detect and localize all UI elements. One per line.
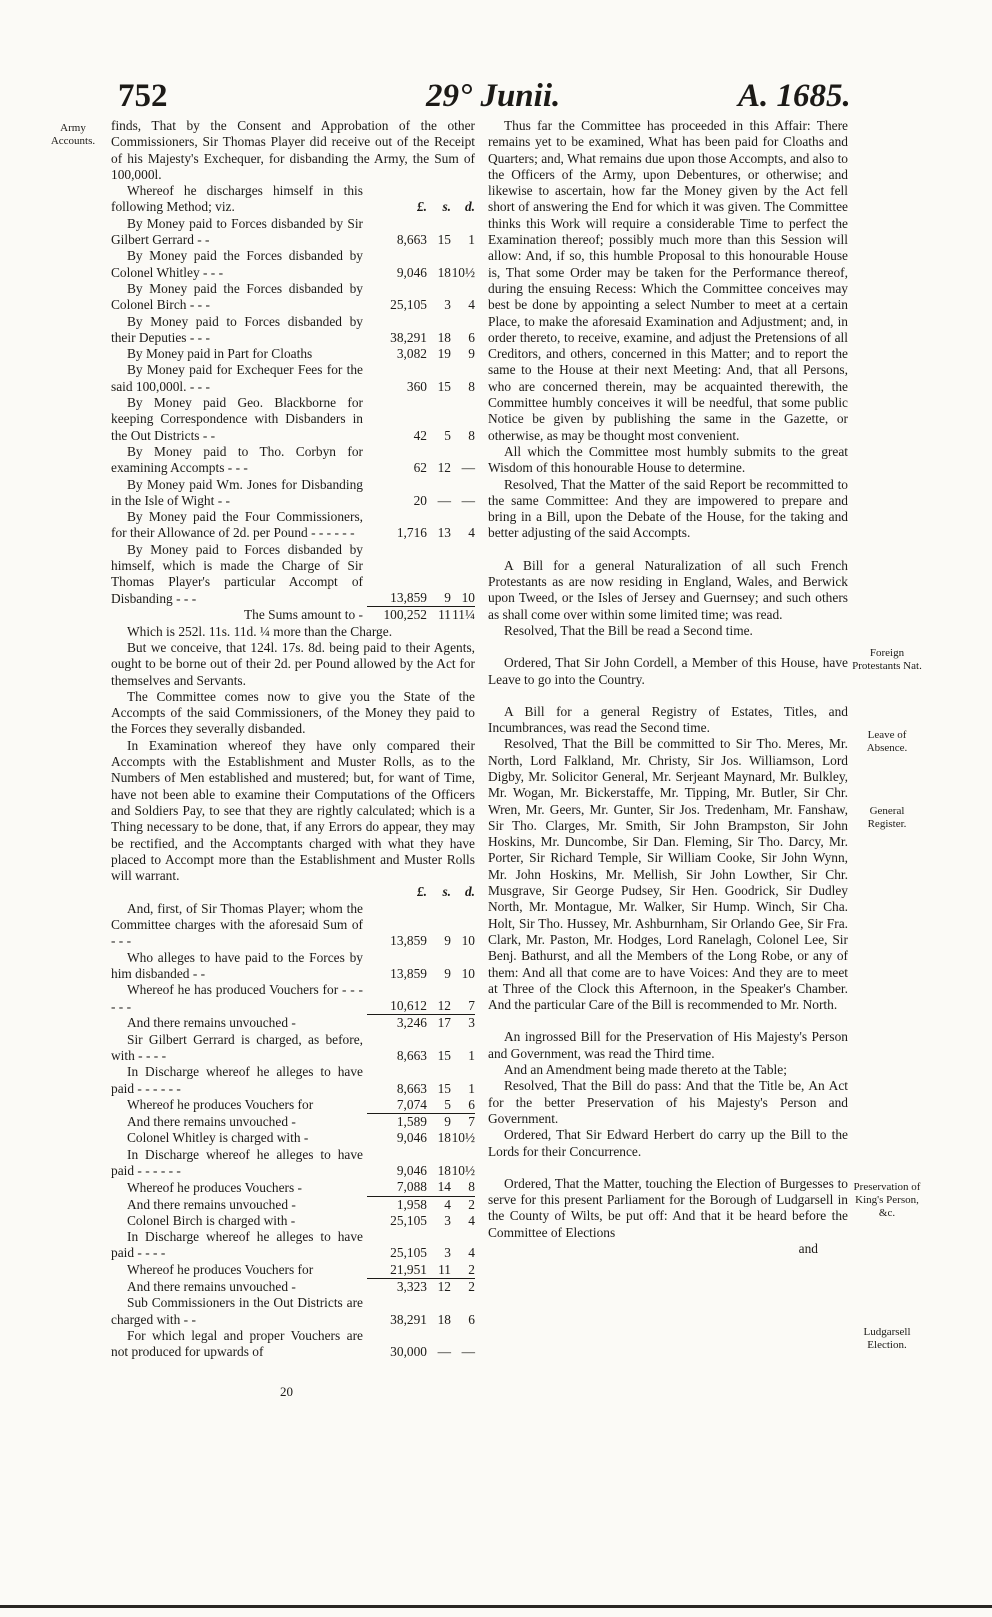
discharge-item-pence: 1 [468, 232, 475, 248]
discharge-item-row [111, 395, 475, 444]
charge-item-row [111, 1295, 475, 1328]
charge-item-description: Whereof he produces Vouchers for [127, 1097, 314, 1113]
discharge-item-description: By Money paid in Part for Cloaths [127, 346, 313, 362]
charge-item-description: Sub Commissioners in the Out Districts are charged with - - [111, 1295, 363, 1327]
charge-item-pounds: 3,323 [396, 1279, 427, 1295]
discharge-item-row [111, 216, 475, 249]
discharge-item-pounds: 360 [406, 378, 427, 394]
charge-item-row [111, 1064, 475, 1097]
discharge-item-description: By Money paid to Tho. Corbyn for examining Accompts - - - [111, 443, 363, 476]
discharge-item-row [111, 314, 475, 347]
right-column [488, 118, 848, 1257]
discharge-item-shillings: 19 [437, 346, 451, 362]
para-state: The Committee comes now to give you the State of the Accompts of the said Commissioners, of the Money they paid to the Forces they severally disbanded. [111, 688, 475, 737]
charge-item-description: Colonel Birch is charged with - [127, 1212, 296, 1228]
charge-item-pence: 2 [468, 1196, 475, 1212]
charge-item-description: In Discharge whereof he alleges to have paid - - - - [111, 1229, 363, 1261]
charge-item-description: And, first, of Sir Thomas Player; whom the Committee charges with the aforesaid Sum of - - - [111, 900, 363, 949]
ordered-leave: Ordered, That Sir John Cordell, a Member of this House, have Leave to go into the Country. [488, 655, 848, 687]
charge-item-description: And there remains unvouched - [127, 1015, 296, 1031]
discharge-item-description: By Money paid the Forces disbanded by Colonel Birch - - - [111, 280, 363, 313]
charge-item-row [111, 1213, 475, 1229]
charge-item-pounds: 25,105 [390, 1212, 427, 1228]
discharge-item-pounds: 62 [413, 460, 427, 476]
discharge-item-shillings: 18 [437, 264, 451, 280]
charge-item-pounds: 8,663 [396, 1047, 427, 1063]
charge-item-pounds: 9,046 [396, 1130, 427, 1146]
charge-item-pounds: 1,958 [396, 1196, 427, 1212]
discharge-item-pounds: 20 [413, 492, 427, 508]
charge-item-pounds: 38,291 [390, 1311, 427, 1327]
margin-note-army-accounts: Army Accounts. [50, 122, 96, 147]
charge-item-shillings: 3 [444, 1245, 451, 1261]
discharge-item-row [111, 444, 475, 477]
discharge-item-pounds: 9,046 [396, 264, 427, 280]
charge-item-row [111, 1196, 475, 1213]
charge-item-description: And there remains unvouched - [127, 1114, 296, 1130]
charge-item-row [111, 1279, 475, 1296]
charge-item-description: In Discharge whereof he alleges to have paid - - - - - - [111, 1146, 363, 1178]
charge-item-pounds: 13,859 [390, 933, 427, 949]
sums-label: The Sums amount to - [243, 607, 363, 623]
discharge-item-shillings: 9 [444, 590, 451, 606]
charge-item-description: And there remains unvouched - [127, 1279, 296, 1295]
discharge-item-shillings: 15 [437, 232, 451, 248]
col2-shillings-label: s. [442, 884, 451, 900]
charge-item-pence: 10 [461, 965, 475, 981]
discharge-item-shillings: 3 [444, 297, 451, 313]
discharge-item-row [111, 248, 475, 281]
charge-item-description: Whereof he has produced Vouchers for - - - - - - [111, 982, 363, 1014]
charge-item-pence: 2 [468, 1279, 475, 1295]
ledger-header-row [111, 183, 475, 216]
discharge-item-pounds: 3,082 [396, 346, 427, 362]
charge-item-row [111, 1229, 475, 1262]
charge-item-pence: 3 [468, 1015, 475, 1031]
discharge-item-pounds: 38,291 [390, 329, 427, 345]
sums-row [111, 607, 475, 624]
margin-note-general-register: General Register. [867, 805, 907, 830]
charge-item-shillings: 3 [444, 1212, 451, 1228]
discharge-item-description: By Money paid the Forces disbanded by Colonel Whitley - - - [111, 248, 363, 280]
charge-item-description: Colonel Whitley is charged with - [127, 1130, 309, 1146]
discharge-item-pence: 4 [468, 297, 475, 313]
charge-item-pounds: 7,088 [367, 1179, 427, 1196]
ludgarsell-order: Ordered, That the Matter, touching the Election of Burgesses to serve for this present Parliament for the Borough of Ludgarsell in the County of Wilts, be put off: And that it be heard before the Committee of Elections [488, 1175, 848, 1240]
discharge-item-row [111, 281, 475, 314]
report-submission: All which the Committee most humbly submits to the great Wisdom of this honourable House to determine. [488, 443, 848, 476]
charge-item-description: Who alleges to have paid to the Forces by him disbanded - - [111, 949, 363, 981]
discharge-item-pence: 8 [468, 427, 475, 443]
charge-item-row [111, 1097, 475, 1114]
naturalization-bill: A Bill for a general Naturalization of all such French Protestants as are now residing in England, Wales, and Berwick upon Tweed, or the Isles of Jersey and Guernsey; and such others as shall come over within some limited time; was read. [488, 557, 848, 622]
charge-item-pounds: 10,612 [367, 982, 427, 1015]
page-date: 29° Junii. [426, 78, 561, 114]
charge-item-pounds: 30,000 [390, 1344, 427, 1360]
charge-item-row [111, 1015, 475, 1032]
charge-item-shillings: 15 [437, 1047, 451, 1063]
para-examination: In Examination whereof they have only compared their Accompts with the Establishment and Muster Rolls, as to the Numbers of Men established and mustered; but, for want of Time, have not been able to examine their Computations of the Officers and Soldiers Pay, to see that they are rightly calculated; which is a Thing necessary to be done, that, if any Errors do appear, they may be rectified, and the Accomptants charged with what they have placed to Accompt more than the Establishment and Muster Rolls will warrant. [111, 737, 475, 884]
charge-item-pence: 1 [468, 1047, 475, 1063]
col-shillings-label: s. [442, 199, 451, 215]
resolved-recommit: Resolved, That the Matter of the said Report be recommitted to the same Committee: And they are impowered to prepare and bring in a Bill, upon the Debate of the House, for the taking and better adjusting of the said Accompts. [488, 476, 848, 541]
charge-item-description: And there remains unvouched - [127, 1196, 296, 1212]
charge-item-pounds: 21,951 [367, 1262, 427, 1279]
discharge-item-description: By Money paid for Exchequer Fees for the said 100,000l. - - - [111, 362, 363, 394]
charge-item-shillings: 9 [444, 933, 451, 949]
para-excess: Which is 252l. 11s. 11d. ¼ more than the Charge. [127, 623, 393, 639]
charge-item-shillings: 17 [437, 1015, 451, 1031]
charge-item-pounds: 7,074 [367, 1097, 427, 1114]
sums-pence: 11¼ [452, 607, 475, 623]
charge-item-row [111, 1130, 475, 1146]
charge-item-row [111, 1179, 475, 1196]
discharge-item-shillings: 18 [437, 329, 451, 345]
catchword-right: and [798, 1241, 818, 1256]
charge-item-row [111, 982, 475, 1015]
discharge-ledger [111, 183, 475, 624]
charge-item-pence: 6 [451, 1097, 475, 1114]
discharge-item-pounds: 8,663 [396, 232, 427, 248]
discharge-item-description: By Money paid to Forces disbanded by Sir Gilbert Gerrard - - [111, 215, 363, 248]
amendment: And an Amendment being made thereto at the Table; [504, 1062, 787, 1078]
charge-item-shillings: 4 [444, 1196, 451, 1212]
discharge-item-pence: 4 [468, 525, 475, 541]
discharge-item-pounds: 1,716 [396, 525, 427, 541]
discharge-item-shillings: 13 [437, 525, 451, 541]
discharge-item-pence: — [461, 460, 475, 476]
charge-item-shillings: — [437, 1344, 451, 1360]
charge-item-shillings: 12 [437, 1279, 451, 1295]
discharge-item-shillings: 15 [437, 378, 451, 394]
preservation-bill: An ingrossed Bill for the Preservation of His Majesty's Person and Government, was read the Third time. [488, 1029, 848, 1061]
discharge-item-description: By Money paid Wm. Jones for Disbanding in the Isle of Wight - - [111, 476, 363, 508]
charge-item-pounds: 1,589 [396, 1114, 427, 1130]
col-pence-label: d. [464, 199, 475, 215]
discharge-item-shillings: — [437, 492, 451, 508]
discharge-item-shillings: 5 [444, 427, 451, 443]
charge-item-pounds: 8,663 [396, 1080, 427, 1096]
discharge-item-pence: 8 [468, 378, 475, 394]
discharge-item-pence: — [461, 492, 475, 508]
discharge-item-shillings: 12 [437, 460, 451, 476]
ordered-herbert: Ordered, That Sir Edward Herbert do carry up the Bill to the Lords for their Concurrence. [488, 1127, 848, 1159]
charge-ledger [111, 884, 475, 1360]
sums-shillings: 11 [427, 607, 451, 624]
discharge-item-row [111, 346, 475, 362]
charge-item-description: Sir Gilbert Gerrard is charged, as before, with - - - - [111, 1031, 363, 1063]
charge-item-description: For which legal and proper Vouchers are not produced for upwards of [111, 1327, 363, 1360]
discharge-item-row [111, 362, 475, 395]
charge-item-pence: 10½ [451, 1130, 475, 1146]
resolved-pass: Resolved, That the Bill do pass: And that the Title be, An Act for the better Preservation of his Majesty's Person and Government. [488, 1078, 848, 1126]
charge-item-pence: 6 [468, 1311, 475, 1327]
charge-item-shillings: 14 [427, 1179, 451, 1196]
charge-item-pence: 10½ [451, 1163, 475, 1178]
charge-item-pence: 1 [468, 1080, 475, 1096]
bottom-rule [0, 1605, 992, 1608]
margin-note-foreign-protestants: Foreign Protestants Nat. [852, 647, 922, 672]
col2-pounds-label: £. [416, 884, 427, 900]
resolved-second-reading: Resolved, That the Bill be read a Second time. [504, 622, 753, 638]
margin-note-leave-of-absence: Leave of Absence. [866, 729, 908, 754]
registry-bill: A Bill for a general Registry of Estates, Titles, and Incumbrances, was read the Second time. [488, 703, 848, 736]
discharge-item-description: By Money paid the Four Commissioners, for their Allowance of 2d. per Pound - - - - - - [111, 509, 363, 541]
discharge-item-row [111, 477, 475, 510]
intro-paragraph: finds, That by the Consent and Approbation of the other Commissioners, Sir Thomas Player did receive out of the Receipt of his Majesty's Exchequer, for disbanding the Army, the Sum of 100,000l. [111, 118, 475, 182]
charge-item-pounds: 3,246 [396, 1015, 427, 1031]
charge-item-row [111, 901, 475, 950]
charge-item-row [111, 1147, 475, 1180]
charge-item-pence: 4 [468, 1245, 475, 1261]
charge-item-pounds: 13,859 [390, 965, 427, 981]
charge-item-row [111, 950, 475, 983]
discharge-item-pence: 9 [468, 346, 475, 362]
para-agents: But we conceive, that 124l. 17s. 8d. being paid to their Agents, ought to be borne out of their 2d. per Pound allowed by the Act for themselves and Servants. [111, 640, 475, 688]
margin-note-preservation: Preservation of King's Person, &c. [853, 1181, 921, 1219]
charge-item-row [111, 1262, 475, 1279]
charge-item-row [111, 1032, 475, 1065]
charge-item-pence: 4 [468, 1212, 475, 1228]
charge-item-shillings: 12 [427, 982, 451, 1015]
page-number: 752 [118, 78, 168, 114]
charge-item-shillings: 15 [437, 1080, 451, 1096]
charge-item-pence: — [461, 1344, 475, 1360]
discharge-item-pounds: 42 [413, 427, 427, 443]
discharge-item-pence: 10 [461, 590, 475, 606]
catchword-left: 20 [280, 1384, 293, 1399]
page-year: A. 1685. [738, 78, 851, 114]
sums-pounds: 100,252 [367, 607, 427, 624]
charge-item-row [111, 1114, 475, 1131]
method-text: Whereof he discharges himself in this following Method; viz. [111, 183, 363, 215]
discharge-item-pounds: 25,105 [390, 297, 427, 313]
discharge-item-row [111, 542, 475, 607]
charge-item-pence: 2 [451, 1262, 475, 1279]
charge-item-shillings: 11 [427, 1262, 451, 1279]
charge-item-shillings: 9 [444, 1114, 451, 1130]
charge-item-pounds: 9,046 [396, 1163, 427, 1178]
charge-item-description: Whereof he produces Vouchers - [127, 1179, 303, 1195]
report-conclusion: Thus far the Committee has proceeded in this Affair: There remains yet to be examined, What has been paid for Cloaths and Quarters; and, What remains due upon those Accompts, and also to the Officers of the Army, upon Debentures, or otherwise; and likewise to ascertain, how far the Money given by the Act fell short of answering the End for which it was given. The Committee thinks this Work will require a considerable Time to perfect the Examination thereof; possibly much more than this Session will allow: And, if so, this humble Proposal to this honourable House is, That some Order may be taken for the Performance thereof, during the ensuing Recess: Which the Committee conceives may best be done by appointing a select Number to meet at a certain Place, to make the aforesaid Examination and Adjustment; and, in order thereto, to receive, examine, and adjust the Pretensions of all Creditors, and others, concerned in this Matter; and to report the same to the House at their next Meeting: And, that all Persons, who are concerned therein, may be acquainted therewith, the Committee humbly conceives it will be needful, that some public Notice be given by publishing the same in the Gazette, or otherwise, as may be thought most convenient. [488, 118, 848, 443]
col-pounds-label: £. [416, 199, 427, 215]
charge-item-pence: 7 [451, 982, 475, 1015]
discharge-item-description: By Money paid Geo. Blackborne for keeping Correspondence with Disbanders in the Out Districts - - [111, 395, 363, 443]
charge-item-description: Whereof he produces Vouchers for [127, 1262, 314, 1278]
charge-item-shillings: 18 [437, 1163, 451, 1178]
charge-header-row [111, 884, 475, 900]
discharge-item-row [111, 509, 475, 542]
charge-item-pence: 8 [451, 1179, 475, 1196]
charge-item-row [111, 1328, 475, 1361]
charge-item-shillings: 18 [437, 1130, 451, 1146]
left-column [111, 118, 475, 1361]
charge-item-shillings: 18 [437, 1311, 451, 1327]
discharge-item-description: By Money paid to Forces disbanded by himself, which is made the Charge of Sir Thomas Player's particular Accompt of Disbanding - - - [111, 541, 363, 606]
col2-pence-label: d. [464, 884, 475, 900]
margin-note-ludgarsell: Ludgarsell Election. [863, 1326, 911, 1351]
charge-item-description: In Discharge whereof he alleges to have paid - - - - - - [111, 1064, 363, 1096]
charge-item-shillings: 5 [427, 1097, 451, 1114]
charge-item-pence: 7 [468, 1114, 475, 1130]
resolved-committee: Resolved, That the Bill be committed to Sir Tho. Meres, Mr. North, Lord Falkland, Mr. Christy, Sir Jos. Williamson, Lord Digby, Mr. Solicitor General, Mr. Serjeant Maynard, Mr. Bulkley, Mr. Wogan, Mr. Bickerstaffe, Mr. Tipping, Mr. Butler, Sir Chr. Wren, Mr. Geers, Mr. Gunter, Sir Jos. Tredenham, Mr. Fanshaw, Sir Tho. Clarges, Mr. Smith, Sir John Brampston, Sir John Hoskins, Mr. Duncombe, Sir Dan. Fleming, Sir Tho. Darcy, Mr. Porter, Sir Richard Temple, Sir William Cooke, Sir John Wynn, Mr. John Hoskins, Mr. Mellish, Sir John Lowther, Sir Chr. Musgrave, Sir George Pudsey, Sir Hen. Goodrick, Sir Dudley North, Mr. Montague, Mr. Walker, Sir Hump. Winch, Sir Cha. Holt, Sir Tho. Hussey, Mr. Ashburnham, Sir Orlando Gee, Sir Fra. Clark, Mr. Paston, Mr. Hodges, Lord Ranelagh, Colonel Lee, Sir Benj. Bathurst, and all the Members of the Long Robe, or any of them: And all that come are to have Voices: And they are to meet at Three of the Clock this Afternoon, in the Speaker's Chamber. And the particular Care of the Bill is recommended to Mr. North. [488, 736, 848, 1013]
charge-item-pounds: 25,105 [390, 1245, 427, 1261]
discharge-item-pounds: 13,859 [390, 590, 427, 606]
charge-item-pence: 10 [461, 933, 475, 949]
discharge-item-pence: 10½ [451, 264, 475, 280]
discharge-item-pence: 6 [468, 329, 475, 345]
charge-item-shillings: 9 [444, 965, 451, 981]
discharge-item-description: By Money paid to Forces disbanded by their Deputies - - - [111, 313, 363, 345]
